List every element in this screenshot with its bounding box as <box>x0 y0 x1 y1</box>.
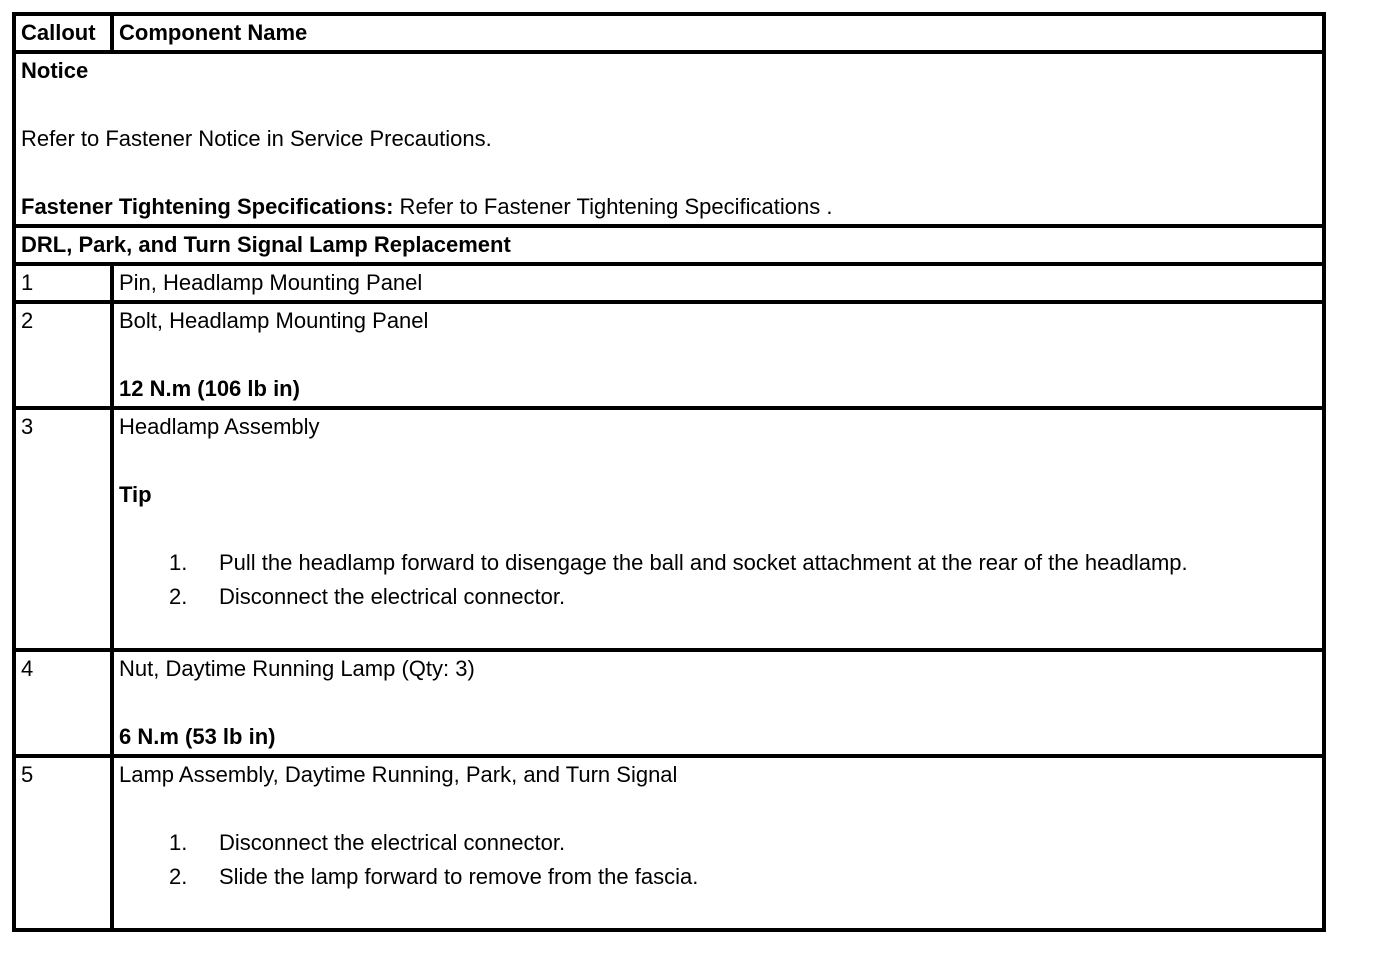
table-row <box>14 650 1324 756</box>
fastener-spec-text: Refer to Fastener Tightening Specifications . <box>393 194 833 219</box>
fastener-spec-label: Fastener Tightening Specifications: <box>21 194 394 219</box>
table-row <box>14 756 1324 930</box>
step-text: Pull the headlamp forward to disengage the ball and socket attachment at the rear of the headlamp. <box>219 550 1188 575</box>
list-item <box>119 860 1317 894</box>
callout-number: 3 <box>14 408 112 650</box>
torque-spec: 12 N.m (106 lb in) <box>119 376 300 401</box>
callout-number: 5 <box>14 756 112 930</box>
component-name: Headlamp Assembly <box>119 414 320 439</box>
component-cell <box>112 302 1324 408</box>
callout-number: 2 <box>14 302 112 408</box>
notice-text: Refer to Fastener Notice in Service Precautions. <box>21 126 492 151</box>
callout-number: 1 <box>14 264 112 302</box>
component-name: Nut, Daytime Running Lamp (Qty: 3) <box>119 656 475 681</box>
table-row <box>14 264 1324 302</box>
list-item <box>119 546 1317 580</box>
header-row <box>14 14 1324 52</box>
fastener-spec-line <box>21 190 1317 224</box>
notice-row <box>14 52 1324 226</box>
component-name: Lamp Assembly, Daytime Running, Park, and Turn Signal <box>119 762 678 787</box>
torque-spec: 6 N.m (53 lb in) <box>119 724 276 749</box>
step-number: 2. <box>169 584 188 609</box>
callout-header: Callout <box>14 14 112 52</box>
step-text: Disconnect the electrical connector. <box>219 830 566 855</box>
component-name: Bolt, Headlamp Mounting Panel <box>119 308 429 333</box>
step-text: Slide the lamp forward to remove from the fascia. <box>219 864 699 889</box>
list-item <box>119 826 1317 860</box>
component-table <box>12 12 1326 932</box>
step-number: 2. <box>169 864 188 889</box>
section-row <box>14 226 1324 264</box>
step-text: Disconnect the electrical connector. <box>219 584 566 609</box>
table-row <box>14 302 1324 408</box>
step-list <box>119 546 1317 614</box>
component-cell <box>112 756 1324 930</box>
step-list <box>119 826 1317 894</box>
table-row <box>14 408 1324 650</box>
component-name: Pin, Headlamp Mounting Panel <box>112 264 1324 302</box>
tip-label: Tip <box>119 482 152 507</box>
list-item <box>119 580 1317 614</box>
component-cell <box>112 650 1324 756</box>
component-cell <box>112 408 1324 650</box>
callout-number: 4 <box>14 650 112 756</box>
step-number: 1. <box>169 550 188 575</box>
notice-title: Notice <box>21 58 89 83</box>
section-title: DRL, Park, and Turn Signal Lamp Replacement <box>14 226 1324 264</box>
notice-cell <box>14 52 1324 226</box>
step-number: 1. <box>169 830 188 855</box>
component-name-header: Component Name <box>112 14 1324 52</box>
